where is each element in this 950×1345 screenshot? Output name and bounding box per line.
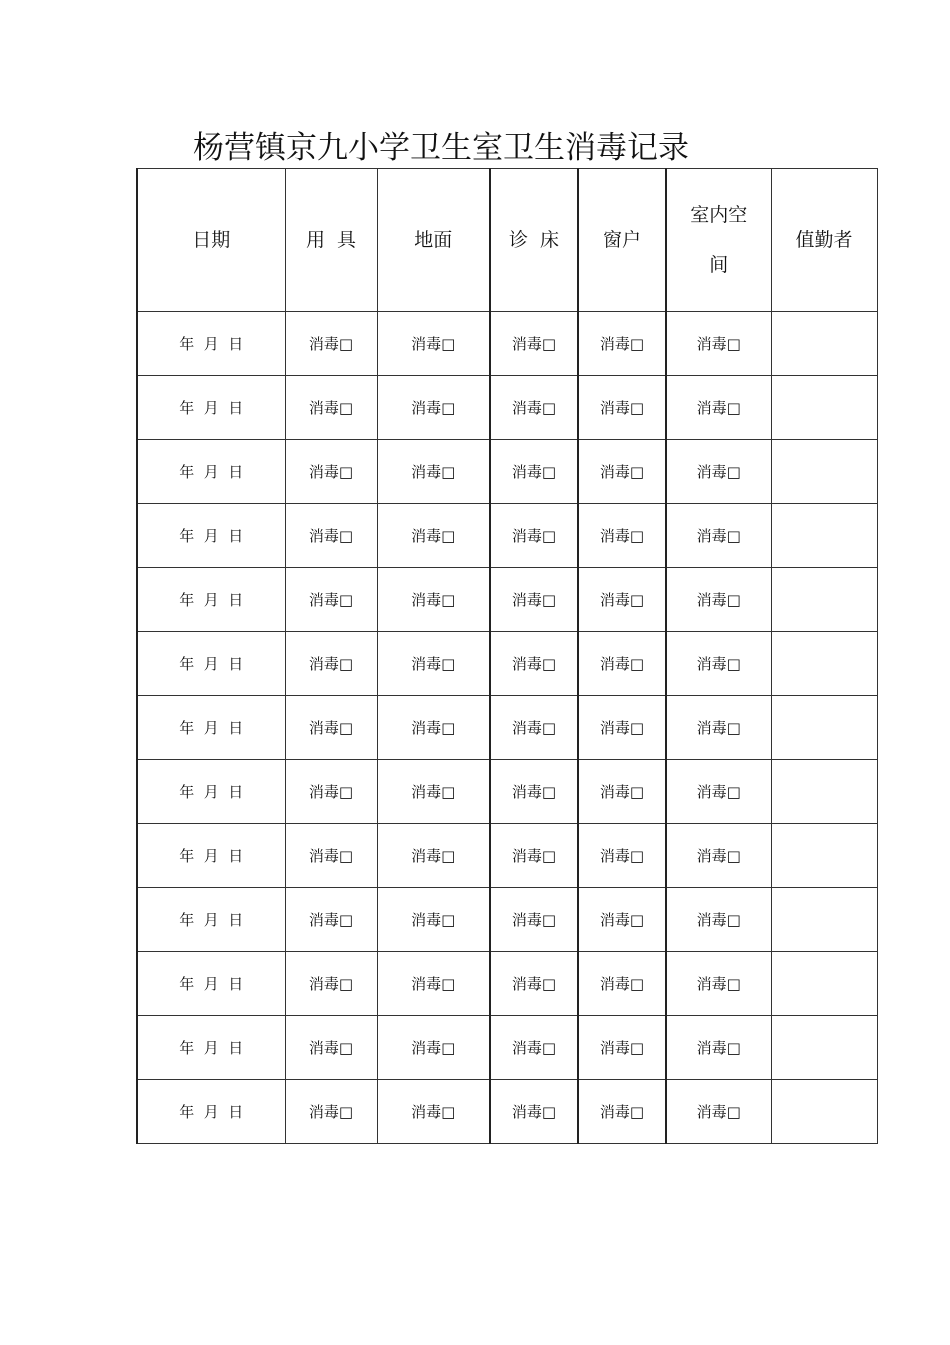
window-check[interactable]: 消毒□ — [578, 504, 666, 568]
header-indoor-space — [666, 169, 771, 312]
window-check[interactable]: 消毒□ — [578, 312, 666, 376]
header-staff: 值勤者 — [771, 169, 877, 312]
header-row — [137, 169, 877, 312]
bed-check[interactable]: 消毒□ — [490, 1080, 578, 1144]
table-row — [137, 376, 877, 440]
staff-cell — [771, 312, 877, 376]
table-row — [137, 888, 877, 952]
bed-check[interactable]: 消毒□ — [490, 440, 578, 504]
bed-check[interactable]: 消毒□ — [490, 952, 578, 1016]
floor-check[interactable]: 消毒□ — [377, 824, 490, 888]
staff-cell — [771, 760, 877, 824]
indoor-check[interactable]: 消毒□ — [666, 504, 771, 568]
table-row — [137, 1080, 877, 1144]
table-row — [137, 440, 877, 504]
utensils-check[interactable]: 消毒□ — [285, 312, 377, 376]
floor-check[interactable]: 消毒□ — [377, 1080, 490, 1144]
date-cell: 年 月 日 — [137, 312, 285, 376]
utensils-check[interactable]: 消毒□ — [285, 568, 377, 632]
date-cell: 年 月 日 — [137, 440, 285, 504]
date-cell: 年 月 日 — [137, 760, 285, 824]
table-row — [137, 760, 877, 824]
floor-check[interactable]: 消毒□ — [377, 312, 490, 376]
bed-check[interactable]: 消毒□ — [490, 760, 578, 824]
utensils-check[interactable]: 消毒□ — [285, 504, 377, 568]
header-indoor-space-line2: 间 — [709, 254, 729, 276]
indoor-check[interactable]: 消毒□ — [666, 952, 771, 1016]
floor-check[interactable]: 消毒□ — [377, 952, 490, 1016]
indoor-check[interactable]: 消毒□ — [666, 312, 771, 376]
staff-cell — [771, 440, 877, 504]
bed-check[interactable]: 消毒□ — [490, 888, 578, 952]
staff-cell — [771, 568, 877, 632]
window-check[interactable]: 消毒□ — [578, 568, 666, 632]
indoor-check[interactable]: 消毒□ — [666, 1016, 771, 1080]
window-check[interactable]: 消毒□ — [578, 696, 666, 760]
table-row — [137, 568, 877, 632]
indoor-check[interactable]: 消毒□ — [666, 888, 771, 952]
date-cell: 年 月 日 — [137, 888, 285, 952]
date-cell: 年 月 日 — [137, 824, 285, 888]
bed-check[interactable]: 消毒□ — [490, 696, 578, 760]
staff-cell — [771, 1016, 877, 1080]
date-cell: 年 月 日 — [137, 504, 285, 568]
window-check[interactable]: 消毒□ — [578, 760, 666, 824]
floor-check[interactable]: 消毒□ — [377, 376, 490, 440]
staff-cell — [771, 952, 877, 1016]
utensils-check[interactable]: 消毒□ — [285, 1016, 377, 1080]
utensils-check[interactable]: 消毒□ — [285, 952, 377, 1016]
bed-check[interactable]: 消毒□ — [490, 312, 578, 376]
indoor-check[interactable]: 消毒□ — [666, 440, 771, 504]
floor-check[interactable]: 消毒□ — [377, 696, 490, 760]
table-row — [137, 952, 877, 1016]
date-cell: 年 月 日 — [137, 952, 285, 1016]
utensils-check[interactable]: 消毒□ — [285, 888, 377, 952]
floor-check[interactable]: 消毒□ — [377, 632, 490, 696]
indoor-check[interactable]: 消毒□ — [666, 760, 771, 824]
header-window: 窗户 — [578, 169, 666, 312]
indoor-check[interactable]: 消毒□ — [666, 376, 771, 440]
indoor-check[interactable]: 消毒□ — [666, 568, 771, 632]
table-row — [137, 696, 877, 760]
utensils-check[interactable]: 消毒□ — [285, 376, 377, 440]
staff-cell — [771, 376, 877, 440]
window-check[interactable]: 消毒□ — [578, 824, 666, 888]
header-bed: 诊 床 — [490, 169, 578, 312]
date-cell: 年 月 日 — [137, 632, 285, 696]
floor-check[interactable]: 消毒□ — [377, 888, 490, 952]
table-row — [137, 1016, 877, 1080]
floor-check[interactable]: 消毒□ — [377, 1016, 490, 1080]
table-row — [137, 632, 877, 696]
utensils-check[interactable]: 消毒□ — [285, 824, 377, 888]
floor-check[interactable]: 消毒□ — [377, 760, 490, 824]
window-check[interactable]: 消毒□ — [578, 1080, 666, 1144]
bed-check[interactable]: 消毒□ — [490, 824, 578, 888]
utensils-check[interactable]: 消毒□ — [285, 440, 377, 504]
staff-cell — [771, 1080, 877, 1144]
table-row — [137, 312, 877, 376]
utensils-check[interactable]: 消毒□ — [285, 632, 377, 696]
table-row — [137, 504, 877, 568]
table-row — [137, 824, 877, 888]
log-body — [137, 312, 877, 1144]
disinfection-log-table — [136, 168, 878, 1144]
indoor-check[interactable]: 消毒□ — [666, 1080, 771, 1144]
staff-cell — [771, 824, 877, 888]
header-date: 日期 — [137, 169, 285, 312]
floor-check[interactable]: 消毒□ — [377, 568, 490, 632]
bed-check[interactable]: 消毒□ — [490, 1016, 578, 1080]
bed-check[interactable]: 消毒□ — [490, 568, 578, 632]
window-check[interactable]: 消毒□ — [578, 376, 666, 440]
window-check[interactable]: 消毒□ — [578, 440, 666, 504]
date-cell: 年 月 日 — [137, 696, 285, 760]
bed-check[interactable]: 消毒□ — [490, 376, 578, 440]
date-cell: 年 月 日 — [137, 1016, 285, 1080]
utensils-check[interactable]: 消毒□ — [285, 760, 377, 824]
floor-check[interactable]: 消毒□ — [377, 440, 490, 504]
date-cell: 年 月 日 — [137, 1080, 285, 1144]
indoor-check[interactable]: 消毒□ — [666, 632, 771, 696]
window-check[interactable]: 消毒□ — [578, 632, 666, 696]
utensils-check[interactable]: 消毒□ — [285, 696, 377, 760]
date-cell: 年 月 日 — [137, 568, 285, 632]
header-floor: 地面 — [377, 169, 490, 312]
staff-cell — [771, 888, 877, 952]
header-utensils: 用 具 — [285, 169, 377, 312]
staff-cell — [771, 504, 877, 568]
floor-check[interactable]: 消毒□ — [377, 504, 490, 568]
staff-cell — [771, 696, 877, 760]
indoor-check[interactable]: 消毒□ — [666, 696, 771, 760]
bed-check[interactable]: 消毒□ — [490, 504, 578, 568]
window-check[interactable]: 消毒□ — [578, 1016, 666, 1080]
window-check[interactable]: 消毒□ — [578, 888, 666, 952]
header-indoor-space-line1: 室内空 — [690, 204, 748, 226]
indoor-check[interactable]: 消毒□ — [666, 824, 771, 888]
window-check[interactable]: 消毒□ — [578, 952, 666, 1016]
bed-check[interactable]: 消毒□ — [490, 632, 578, 696]
utensils-check[interactable]: 消毒□ — [285, 1080, 377, 1144]
date-cell: 年 月 日 — [137, 376, 285, 440]
document-title: 杨营镇京九小学卫生室卫生消毒记录 — [193, 130, 689, 166]
staff-cell — [771, 632, 877, 696]
